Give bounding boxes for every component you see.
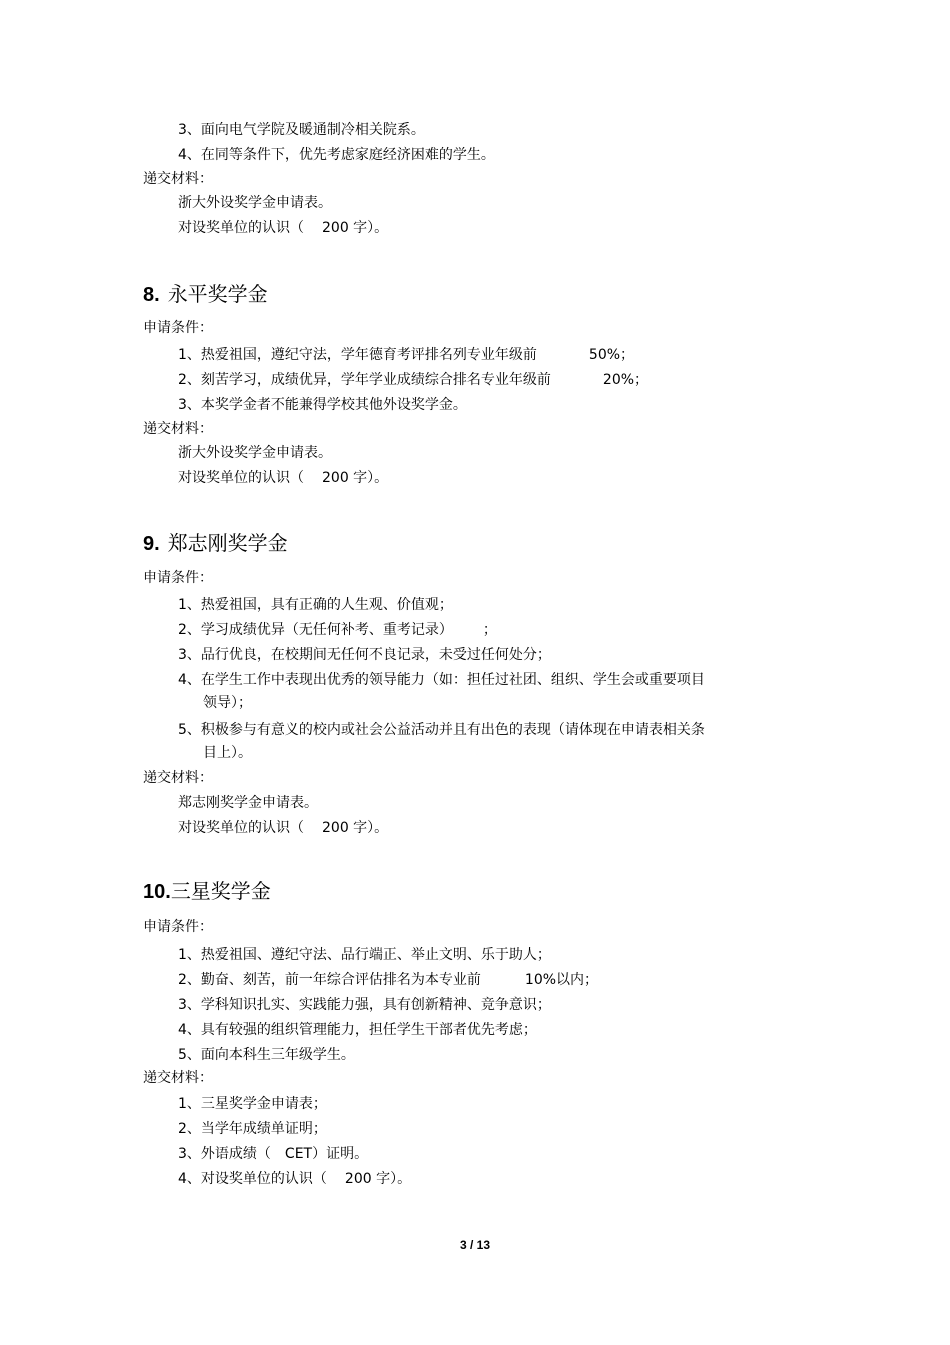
sec7-material-2 [178,219,388,237]
sec9-conditions-label: 申请条件： [143,570,213,586]
sec8-title: 永平奖学金 [167,282,268,306]
sec8-number: 8. [143,284,160,306]
sec9-material-1: 郑志刚奖学金申请表。 [178,795,318,811]
sec10-material-4-text: 4、对设奖单位的认识（ [178,1171,327,1187]
sec7-condition-3: 3、面向电气学院及暖通制冷相关院系。 [178,122,425,138]
sec10-condition-5: 5、面向本科生三年级学生。 [178,1047,355,1063]
sec9-condition-2 [178,621,497,639]
sec8-material-2-text: 对设奖单位的认识（ [178,470,304,486]
sec8-heading [143,281,268,308]
sec9-condition-3: 3、品行优良，在校期间无任何不良记录，未受过任何处分； [178,647,551,663]
sec10-materials-label: 递交材料： [143,1070,213,1086]
sec8-condition-1-value: 50%； [588,347,635,363]
sec9-condition-4-line-1: 4、在学生工作中表现出优秀的领导能力（如：担任过社团、组织、学生会或重要项目 [178,672,705,688]
sec8-material-1: 浙大外设奖学金申请表。 [178,445,332,461]
sec8-condition-3: 3、本奖学金者不能兼得学校其他外设奖学金。 [178,397,467,413]
sec7-materials-label: 递交材料： [143,171,213,187]
sec9-material-2 [178,819,388,837]
sec8-condition-2-text: 2、刻苦学习，成绩优异，学年学业成绩综合排名专业年级前 [178,372,551,388]
sec10-material-1: 1、三星奖学金申请表； [178,1096,327,1112]
page-number: 3 / 13 [459,1238,491,1252]
sec7-material-2-text: 对设奖单位的认识（ [178,220,304,236]
sec10-material-2: 2、当学年成绩单证明； [178,1121,327,1137]
sec8-materials-label: 递交材料： [143,421,213,437]
sec7-material-1: 浙大外设奖学金申请表。 [178,195,332,211]
sec9-condition-5-line-1: 5、积极参与有意义的校内或社会公益活动并且有出色的表现（请体现在申请表相关条 [178,722,705,738]
sec9-heading [143,530,288,557]
sec10-title: 三星奖学金 [170,879,271,903]
sec8-condition-1 [178,346,634,364]
sec10-conditions-label: 申请条件： [143,919,213,935]
sec9-condition-4-line-2: 领导）； [203,695,252,711]
sec10-number: 10. [143,881,171,903]
sec9-condition-2-end: ； [482,622,497,638]
sec10-condition-2 [178,971,598,989]
sec10-heading [143,878,271,905]
sec10-material-4 [178,1170,411,1188]
sec10-condition-2-value: 10%以内； [524,972,599,988]
sec8-conditions-label: 申请条件： [143,320,213,336]
sec9-material-2-count: 200 字）。 [322,820,389,836]
sec8-condition-2 [178,371,648,389]
sec10-condition-4: 4、具有较强的组织管理能力，担任学生干部者优先考虑； [178,1022,537,1038]
sec9-condition-1: 1、热爱祖国，具有正确的人生观、价值观； [178,597,453,613]
sec8-condition-1-text: 1、热爱祖国，遵纪守法，学年德育考评排名列专业年级前 [178,347,537,363]
sec10-material-3-end: CET）证明。 [284,1146,369,1162]
sec10-material-4-count: 200 字）。 [344,1171,412,1187]
sec10-condition-3: 3、学科知识扎实、实践能力强，具有创新精神、竞争意识； [178,997,551,1013]
sec7-condition-4: 4、在同等条件下，优先考虑家庭经济困难的学生。 [178,147,495,163]
sec9-title: 郑志刚奖学金 [167,531,288,555]
sec10-material-3 [178,1145,368,1163]
sec7-material-2-count: 200 字）。 [322,220,389,236]
sec9-materials-label: 递交材料： [143,770,213,786]
sec9-condition-5-line-2: 目上）。 [203,745,252,761]
sec8-condition-2-value: 20%； [602,372,649,388]
sec8-material-2-count: 200 字）。 [322,470,389,486]
sec10-material-3-text: 3、外语成绩（ [178,1146,271,1162]
sec10-condition-1: 1、热爱祖国、遵纪守法、品行端正、举止文明、乐于助人； [178,947,551,963]
sec10-condition-2-text: 2、勤奋、刻苦，前一年综合评估排名为本专业前 [178,972,481,988]
sec9-number: 9. [143,533,160,555]
sec9-condition-2-text: 2、学习成绩优异（无任何补考、重考记录） [178,622,453,638]
sec9-material-2-text: 对设奖单位的认识（ [178,820,304,836]
sec8-material-2 [178,469,388,487]
